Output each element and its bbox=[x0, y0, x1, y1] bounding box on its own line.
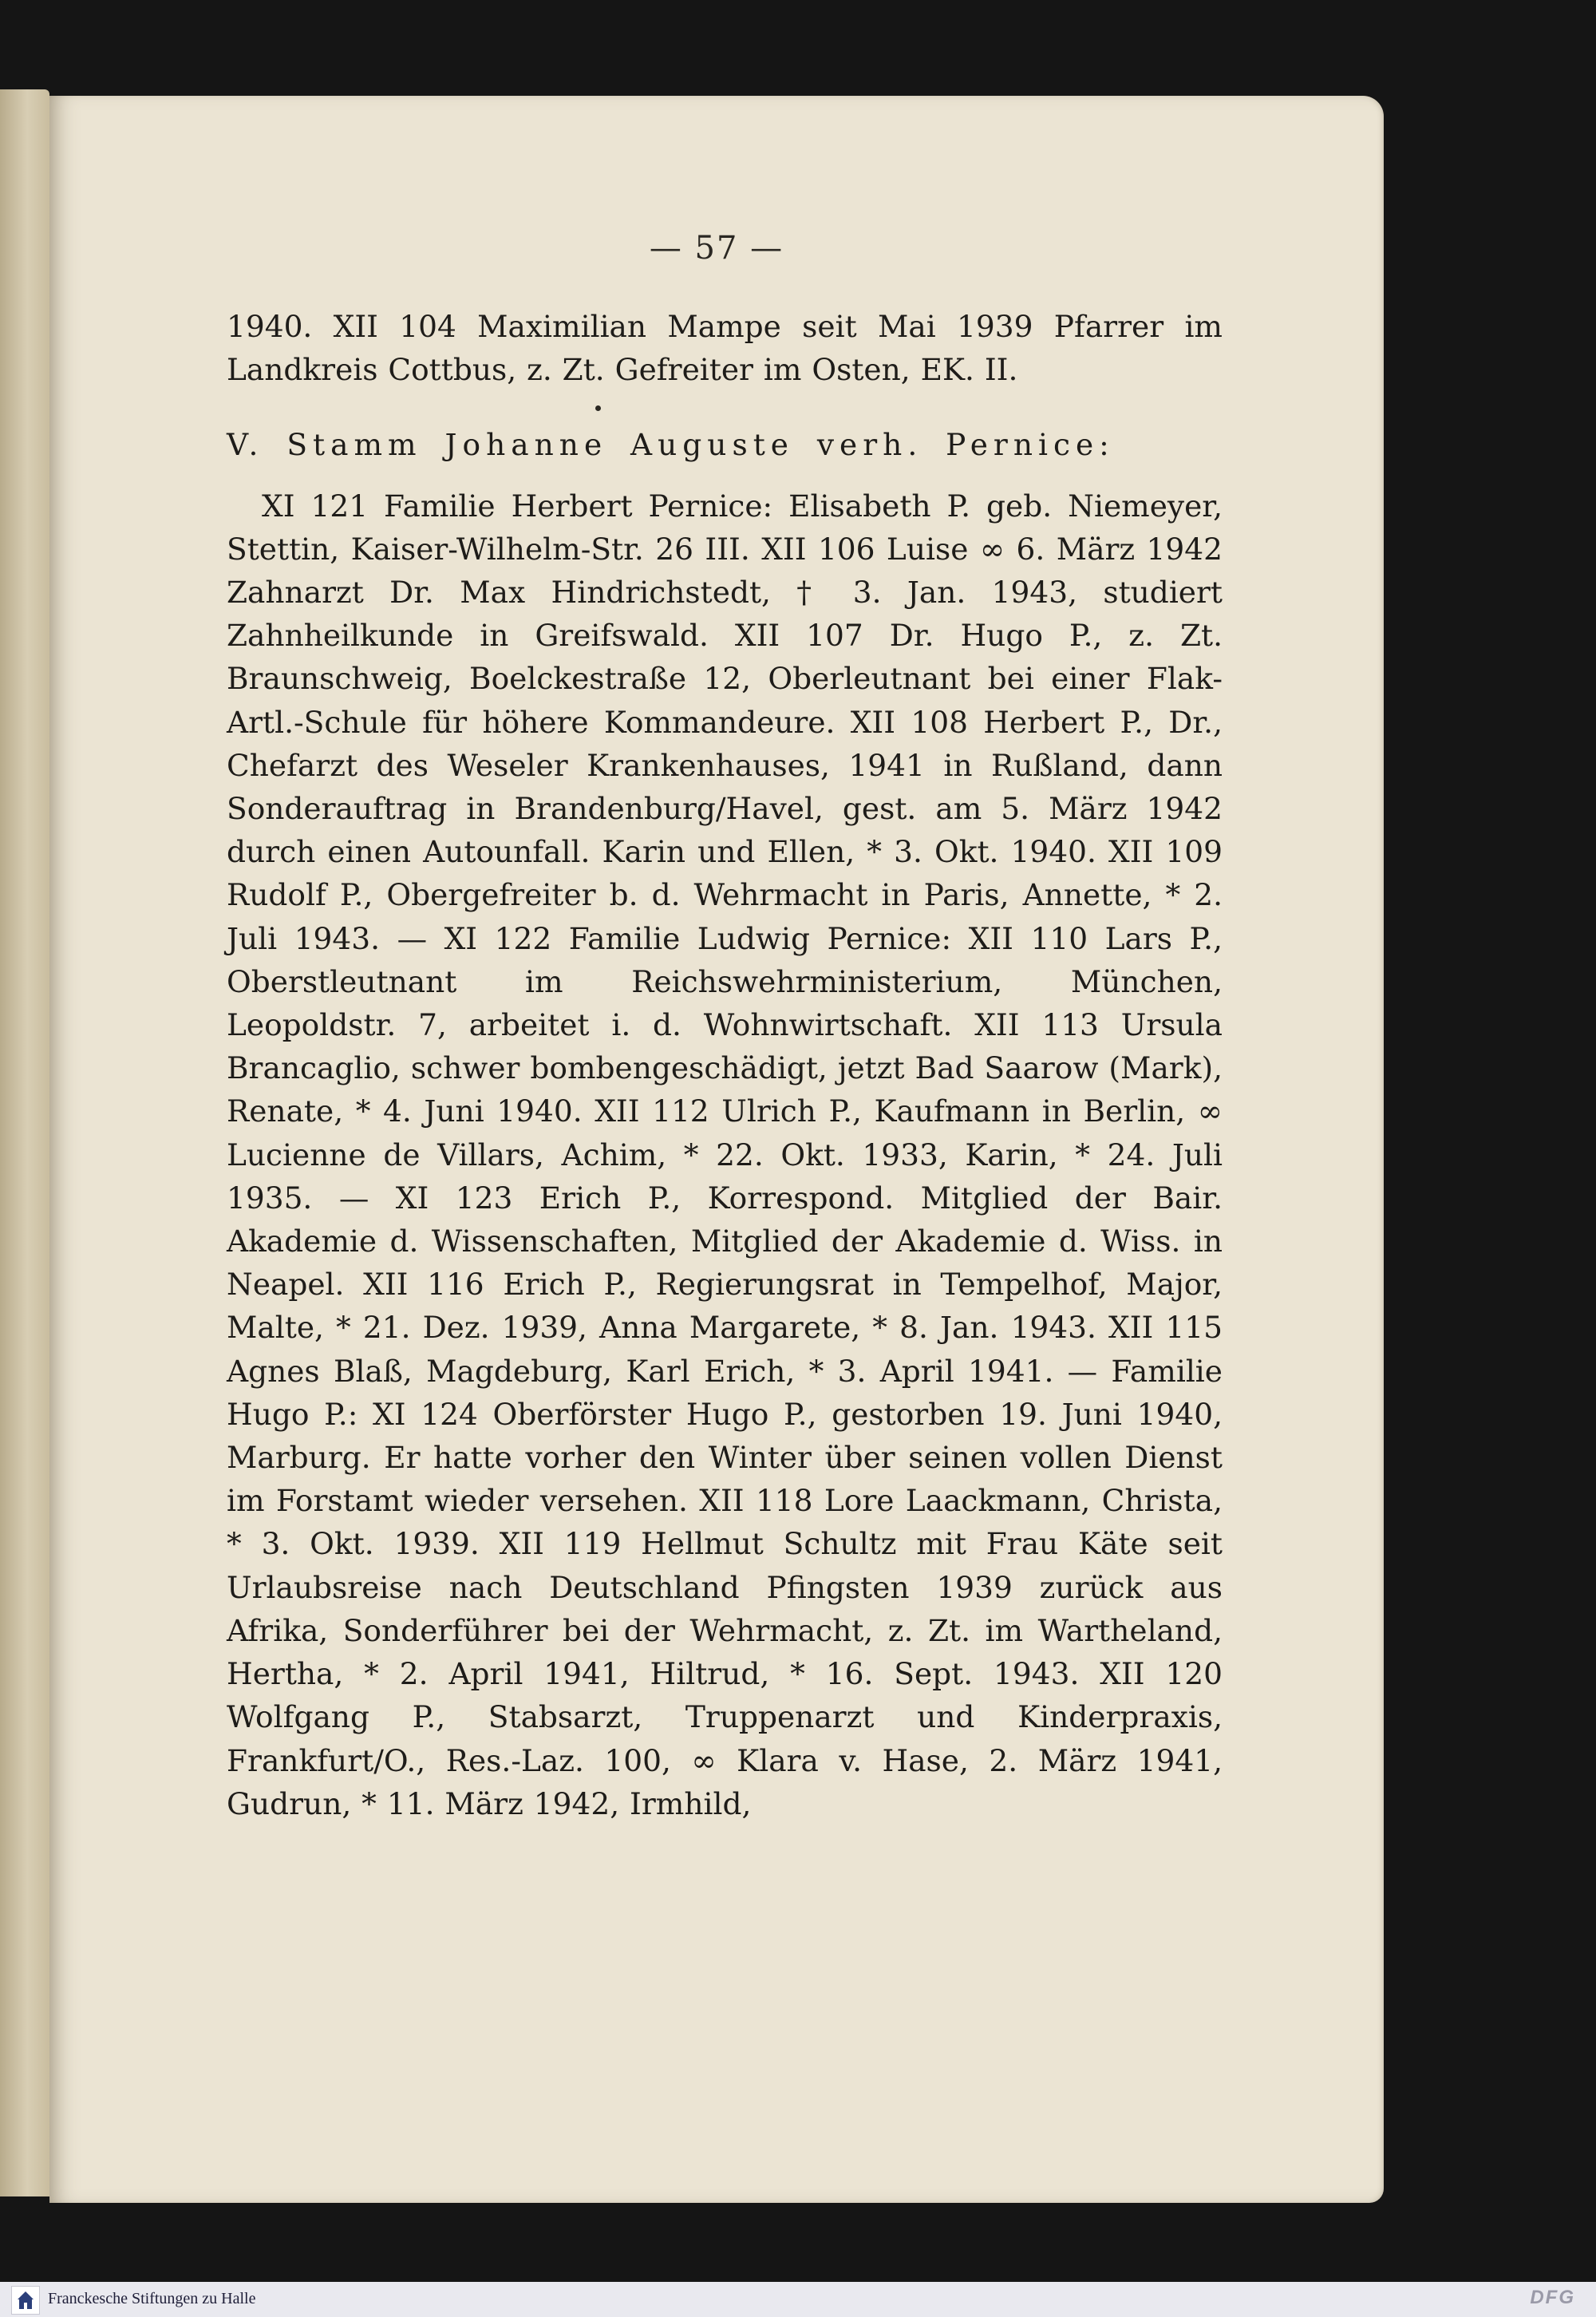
viewer-footer bbox=[0, 2282, 1596, 2317]
book-page bbox=[49, 96, 1384, 2203]
section-heading: V. Stamm Johanne Auguste verh. Pernice: bbox=[227, 427, 1115, 463]
paragraph-2: XI 121 Familie Herbert Pernice: Elisabeth P. geb. Niemeyer, Stettin, Kaiser-Wilhelm-Str. 26 III. XII 106 Luise ∞ 6. März 1942 Zahnarzt Dr. Max Hindrichstedt, † 3. Jan. 1943, studiert Zahnheilkunde in Greifswald. XII 107 Dr. Hugo P., z. Zt. Braunschweig, Boelckestraße 12, Oberleutnant bei einer Flak-Artl.-Schule für höhere Kommandeure. XII 108 Herbert P., Dr., Chefarzt des Weseler Krankenhauses, 1941 in Rußland, dann Sonderauftrag in Brandenburg/Havel, gest. am 5. März 1942 durch einen Autounfall. Karin und Ellen, * 3. Okt. 1940. XII 109 Rudolf P., Obergefreiter b. d. Wehrmacht in Paris, Annette, * 2. Juli 1943. — XI 122 Familie Ludwig Pernice: XII 110 Lars P., Oberstleutnant im Reichswehrministerium, München, Leopoldstr. 7, arbeitet i. d. Wohnwirtschaft. XII 113 Ursula Brancaglio, schwer bombengeschädigt, jetzt Bad Saarow (Mark), Renate, * 4. Juni 1940. XII 112 Ulrich P., Kaufmann in Berlin, ∞ Lucienne de Villars, Achim, * 22. Okt. 1933, Karin, * 24. Juli 1935. — XI 123 Erich P., Korrespond. Mitglied der Bair. Akademie d. Wissenschaften, Mitglied der Akademie d. Wiss. in Neapel. XII 116 Erich P., Regierungsrat in Tempelhof, Major, Malte, * 21. Dez. 1939, Anna Margarete, * 8. Jan. 1943. XII 115 Agnes Blaß, Magdeburg, Karl Erich, * 3. April 1941. — Familie Hugo P.: XI 124 Oberförster Hugo P., gestorben 19. Juni 1940, Marburg. Er hatte vorher den Winter über seinen vollen Dienst im Forstamt wieder versehen. XII 118 Lore Laackmann, Christa, * 3. Okt. 1939. XII 119 Hellmut Schultz mit Frau Käte seit Urlaubsreise nach Deutschland Pfingsten 1939 zurück aus Afrika, Sonderführer bei der Wehrmacht, z. Zt. im Wartheland, Hertha, * 2. April 1941, Hiltrud, * 16. Sept. 1943. XII 120 Wolfgang P., Stabsarzt, Truppenarzt und Kinderpraxis, Frankfurt/O., Res.-Laz. 100, ∞ Klara v. Hase, 2. März 1941, Gudrun, * 11. März 1942, Irmhild, bbox=[227, 488, 1223, 1821]
page-body bbox=[227, 305, 1223, 1825]
dfg-logo: DFG bbox=[1530, 2287, 1575, 2308]
institution-logo-icon bbox=[11, 2286, 40, 2315]
institution-name: Franckesche Stiftungen zu Halle bbox=[48, 2290, 256, 2307]
page-number: — 57 — bbox=[649, 230, 784, 267]
previous-page-edge bbox=[0, 89, 49, 2196]
paragraph-1: 1940. XII 104 Maximilian Mampe seit Mai 1939 Pfarrer im Landkreis Cottbus, z. Zt. Gefreiter im Osten, EK. II. bbox=[227, 309, 1223, 388]
section-separator bbox=[227, 391, 1223, 423]
